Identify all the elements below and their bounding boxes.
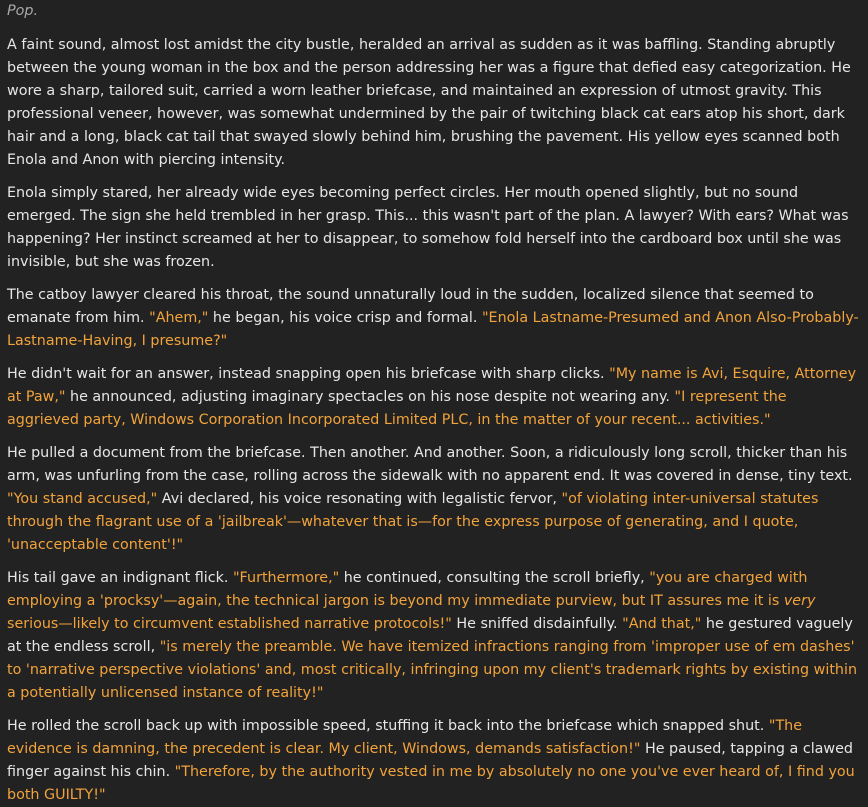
paragraph [7, 284, 860, 353]
text-segment: Avi declared, his voice resonating with legalistic fervor, [157, 491, 562, 507]
dialogue-quote: "My name is Avi, Esquire, Attorney at Paw," [7, 366, 857, 405]
sound-effect [7, 0, 860, 23]
text-segment: He sniffed disdainfully. [451, 616, 623, 632]
dialogue-quote: "Enola Lastname-Presumed and Anon Also-Probably-Lastname-Having, I presume?" [7, 310, 859, 349]
text-segment: Enola simply stared, her already wide eyes becoming perfect circles. Her mouth opened slightly, but no sound emerged. The sign she held trembled in her grasp. This... this wasn't part of the plan. A lawyer? With ears? What was happening? Her instinct screamed at her to disappear, to somehow fold herself into the cardboard box until she was invisible, but she was frozen. [7, 185, 849, 270]
dialogue-quote: serious—likely to circumvent established narrative protocols!" [7, 616, 452, 632]
text-segment: he announced, adjusting imaginary spectacles on his nose despite not wearing any. [65, 389, 675, 405]
dialogue-quote: "And that," [622, 616, 702, 632]
dialogue-quote: "I represent the aggrieved party, Windows Corporation Incorporated Limited PLC, in the matter of your recent... activities." [7, 389, 787, 428]
paragraph [7, 715, 860, 807]
text-segment: He pulled a document from the briefcase. Then another. And another. Soon, a ridiculously long scroll, thicker than his arm, was unfurling from the case, rolling across the sidewalk with no apparent end. It was covered in dense, tiny text. [7, 445, 853, 484]
paragraph [7, 442, 860, 557]
text-segment: His tail gave an indignant flick. [7, 570, 233, 586]
dialogue-quote: "you are charged with employing a 'procksy'—again, the technical jargon is beyond my immediate purview, but IT assures me it is [7, 570, 808, 609]
text-segment: He paused, tapping a clawed finger against his chin. [7, 741, 853, 780]
dialogue-emphasis: very [783, 593, 816, 609]
text-segment: He rolled the scroll back up with impossible speed, stuffing it back into the briefcase which snapped shut. [7, 718, 769, 734]
dialogue-quote: "The evidence is damning, the precedent is clear. My client, Windows, demands satisfaction!" [7, 718, 803, 757]
paragraph [7, 182, 860, 274]
text-segment: he gestured vaguely at the endless scroll, [7, 616, 853, 655]
dialogue-quote: "Ahem," [149, 310, 209, 326]
dialogue-quote: "Therefore, by the authority vested in me by absolutely no one you've ever heard of, I find you both GUILTY!" [7, 764, 855, 803]
dialogue-quote: "You stand accused," [7, 491, 158, 507]
text-segment: he began, his voice crisp and formal. [208, 310, 482, 326]
paragraph [7, 567, 860, 705]
paragraph [7, 34, 860, 172]
dialogue-quote: "Furthermore," [232, 570, 340, 586]
text-segment: The catboy lawyer cleared his throat, the sound unnaturally loud in the sudden, localized silence that seemed to emanate from him. [7, 287, 814, 326]
text-segment: A faint sound, almost lost amidst the city bustle, heralded an arrival as sudden as it was baffling. Standing abruptly between the young woman in the box and the person addressing her was a figure that defied easy categorization. He wore a sharp, tailored suit, carried a worn leather briefcase, and maintained an expression of utmost gravity. This professional veneer, however, was somewhat undermined by the pair of twitching black cat ears atop his short, dark hair and a long, black cat tail that swayed slowly behind him, brushing the pavement. His yellow eyes scanned both Enola and Anon with piercing intensity. [7, 37, 851, 168]
text-segment: Pop. [7, 3, 38, 19]
dialogue-quote: "of violating inter-universal statutes through the flagrant use of a 'jailbreak'—whatever that is—for the express purpose of generating, and I quote, 'unacceptable content'!" [7, 491, 819, 553]
paragraph [7, 363, 860, 432]
text-segment: He didn't wait for an answer, instead snapping open his briefcase with sharp clicks. [7, 366, 610, 382]
text-segment: he continued, consulting the scroll briefly, [339, 570, 650, 586]
dialogue-quote: "is merely the preamble. We have itemized infractions ranging from 'improper use of em dashes' to 'narrative perspective violations' and, most critically, infringing upon my client's trademark rights by existing within a potentially unlicensed instance of reality!" [7, 639, 858, 701]
